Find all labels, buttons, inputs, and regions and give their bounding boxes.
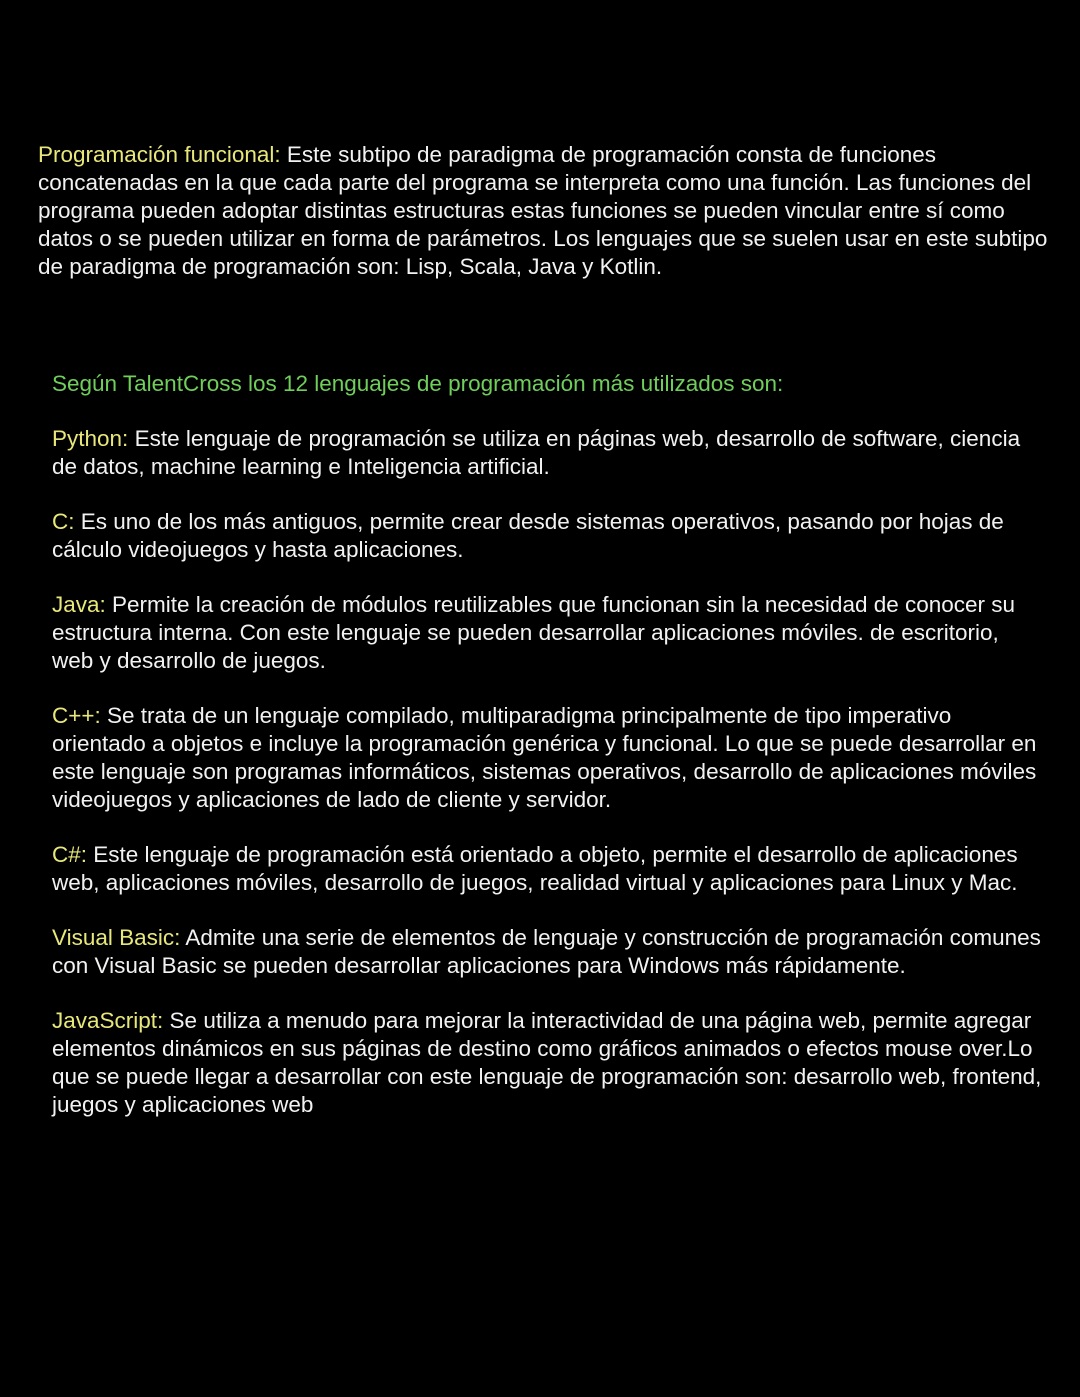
intro-text: Este subtipo de paradigma de programación consta de funciones concatenadas en la que cada parte del programa se interpreta como una función. Las funciones del programa pueden adoptar distintas estructuras estas funciones se pueden vincular entre sí como datos o se pueden utilizar en forma de parámetros. Los lenguajes que se suelen usar en este subtipo de paradigma de programación son: Lisp, Scala, Java y Kotlin. [38, 142, 1048, 279]
language-description: Se utiliza a menudo para mejorar la interactividad de una página web, permite agregar elementos dinámicos en sus páginas de destino como gráficos animados o efectos mouse over.Lo que se puede llegar a desarrollar con este lenguaje de programación son: desarrollo web, frontend, juegos y aplicaciones web [52, 1008, 1042, 1117]
language-item-javascript [52, 1007, 1042, 1119]
language-description: Este lenguaje de programación se utiliza en páginas web, desarrollo de software, ciencia de datos, machine learning e Inteligencia artificial. [52, 426, 1021, 479]
language-term: Python: [52, 426, 129, 451]
language-description: Es uno de los más antiguos, permite crear desde sistemas operativos, pasando por hojas de cálculo videojuegos y hasta aplicaciones. [52, 509, 1004, 562]
language-description: Admite una serie de elementos de lenguaje y construcción de programación comunes con Visual Basic se pueden desarrollar aplicaciones para Windows más rápidamente. [52, 925, 1041, 978]
language-term: Visual Basic: [52, 925, 181, 950]
intro-term: Programación funcional: [38, 142, 281, 167]
language-term: C++: [52, 703, 101, 728]
language-item-visual-basic [52, 924, 1042, 980]
language-item-python [52, 425, 1042, 481]
language-item-csharp [52, 841, 1042, 897]
language-term: C: [52, 509, 75, 534]
language-term: Java: [52, 592, 106, 617]
language-item-cpp [52, 702, 1042, 814]
language-description: Permite la creación de módulos reutilizables que funcionan sin la necesidad de conocer su estructura interna. Con este lenguaje se pueden desarrollar aplicaciones móviles. de escritorio, web y desarrollo de juegos. [52, 592, 1016, 673]
language-item-java [52, 591, 1042, 675]
language-description: Se trata de un lenguaje compilado, multiparadigma principalmente de tipo imperativo orientado a objetos e incluye la programación genérica y funcional. Lo que se puede desarrollar en este lenguaje son programas informáticos, sistemas operativos, desarrollo de aplicaciones móviles videojuegos y aplicaciones de lado de cliente y servidor. [52, 703, 1037, 812]
language-term: C#: [52, 842, 88, 867]
languages-list [52, 425, 1042, 1146]
language-description: Este lenguaje de programación está orientado a objeto, permite el desarrollo de aplicaciones web, aplicaciones móviles, desarrollo de juegos, realidad virtual y aplicaciones para Linux y Mac. [52, 842, 1018, 895]
intro-paragraph [38, 141, 1048, 281]
language-term: JavaScript: [52, 1008, 164, 1033]
languages-heading: Según TalentCross los 12 lenguajes de programación más utilizados son: [52, 371, 784, 396]
language-item-c [52, 508, 1042, 564]
